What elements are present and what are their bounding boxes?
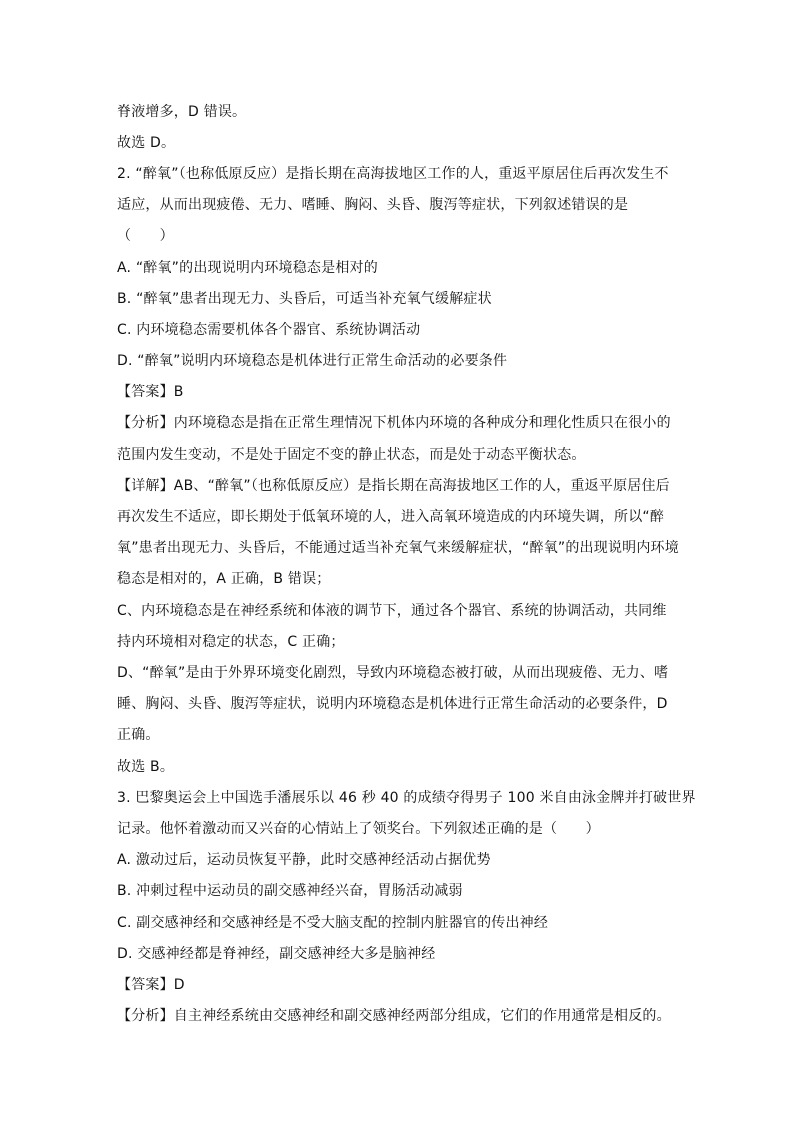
option-b: B. “醉氧”患者出现无力、头昏后，可适当补充氧气缓解症状 <box>117 291 492 307</box>
option-a: A. “醉氧”的出现说明内环境稳态是相对的 <box>117 260 378 276</box>
analysis-text: 【分析】自主神经系统由交感神经和副交感神经两部分组成，它们的作用通常是相反的。 <box>117 1008 671 1024</box>
answer-label: 【答案】D <box>117 977 185 993</box>
option-d: D. “醉氧”说明内环境稳态是机体进行正常生命活动的必要条件 <box>117 353 508 369</box>
analysis-text: 范围内发生变动，不是处于固定不变的静止状态，而是处于动态平衡状态。 <box>117 447 586 463</box>
option-c: C. 内环境稳态需要机体各个器官、系统协调活动 <box>117 322 421 338</box>
text-line: 脊液增多，D 错误。 <box>117 104 247 120</box>
analysis-text: 【分析】内环境稳态是指在正常生理情况下机体内环境的各种成分和理化性质只在很小的 <box>117 415 671 431</box>
question-3-stem: 3. 巴黎奥运会上中国选手潘展乐以 46 秒 40 的成绩夺得男子 100 米自由泳金牌并打破世界 <box>117 790 696 806</box>
text-line: 故选 B。 <box>117 759 175 775</box>
explanation-text: 氧”患者出现无力、头昏后，不能通过适当补充氧气来缓解症状，“醉氧”的出现说明内环境 <box>117 540 679 556</box>
option-c: C. 副交感神经和交感神经是不受大脑支配的控制内脏器官的传出神经 <box>117 915 549 931</box>
question-2-stem: 适应，从而出现疲倦、无力、嗜睡、胸闷、头昏、腹泻等症状，下列叙述错误的是 <box>117 197 629 213</box>
text-line: 故选 D。 <box>117 135 176 151</box>
explanation-text: 睡、胸闷、头昏、腹泻等症状，说明内环境稳态是机体进行正常生命活动的必要条件，D <box>117 696 668 712</box>
explanation-text: C、内环境稳态是在神经系统和体液的调节下，通过各个器官、系统的协调活动，共同维 <box>117 603 667 619</box>
explanation-text: 再次发生不适应，即长期处于低氧环境的人，进入高氧环境造成的内环境失调，所以“醉 <box>117 509 665 525</box>
option-b: B. 冲刺过程中运动员的副交感神经兴奋，胃肠活动减弱 <box>117 883 463 899</box>
question-3-stem: 记录。他怀着激动而又兴奋的心情站上了领奖台。下列叙述正确的是（ ） <box>117 821 600 837</box>
answer-label: 【答案】B <box>117 384 184 400</box>
question-2-brackets: （ ） <box>117 228 174 244</box>
explanation-text: 稳态是相对的，A 正确，B 错误； <box>117 571 331 587</box>
question-2-stem: 2. “醉氧”（也称低原反应）是指长期在高海拔地区工作的人，重返平原居住后再次发生不 <box>117 166 669 182</box>
explanation-text: 【详解】AB、“醉氧”（也称低原反应）是指长期在高海拔地区工作的人，重返平原居住后 <box>117 478 670 494</box>
explanation-text: 正确。 <box>117 727 160 743</box>
option-d: D. 交感神经都是脊神经，副交感神经大多是脑神经 <box>117 946 436 962</box>
option-a: A. 激动过后，运动员恢复平静，此时交感神经活动占据优势 <box>117 852 491 868</box>
explanation-text: 持内环境相对稳定的状态，C 正确； <box>117 634 345 650</box>
explanation-text: D、“醉氧”是由于外界环境变化剧烈，导致内环境稳态被打破，从而出现疲倦、无力、嗜 <box>117 665 669 681</box>
